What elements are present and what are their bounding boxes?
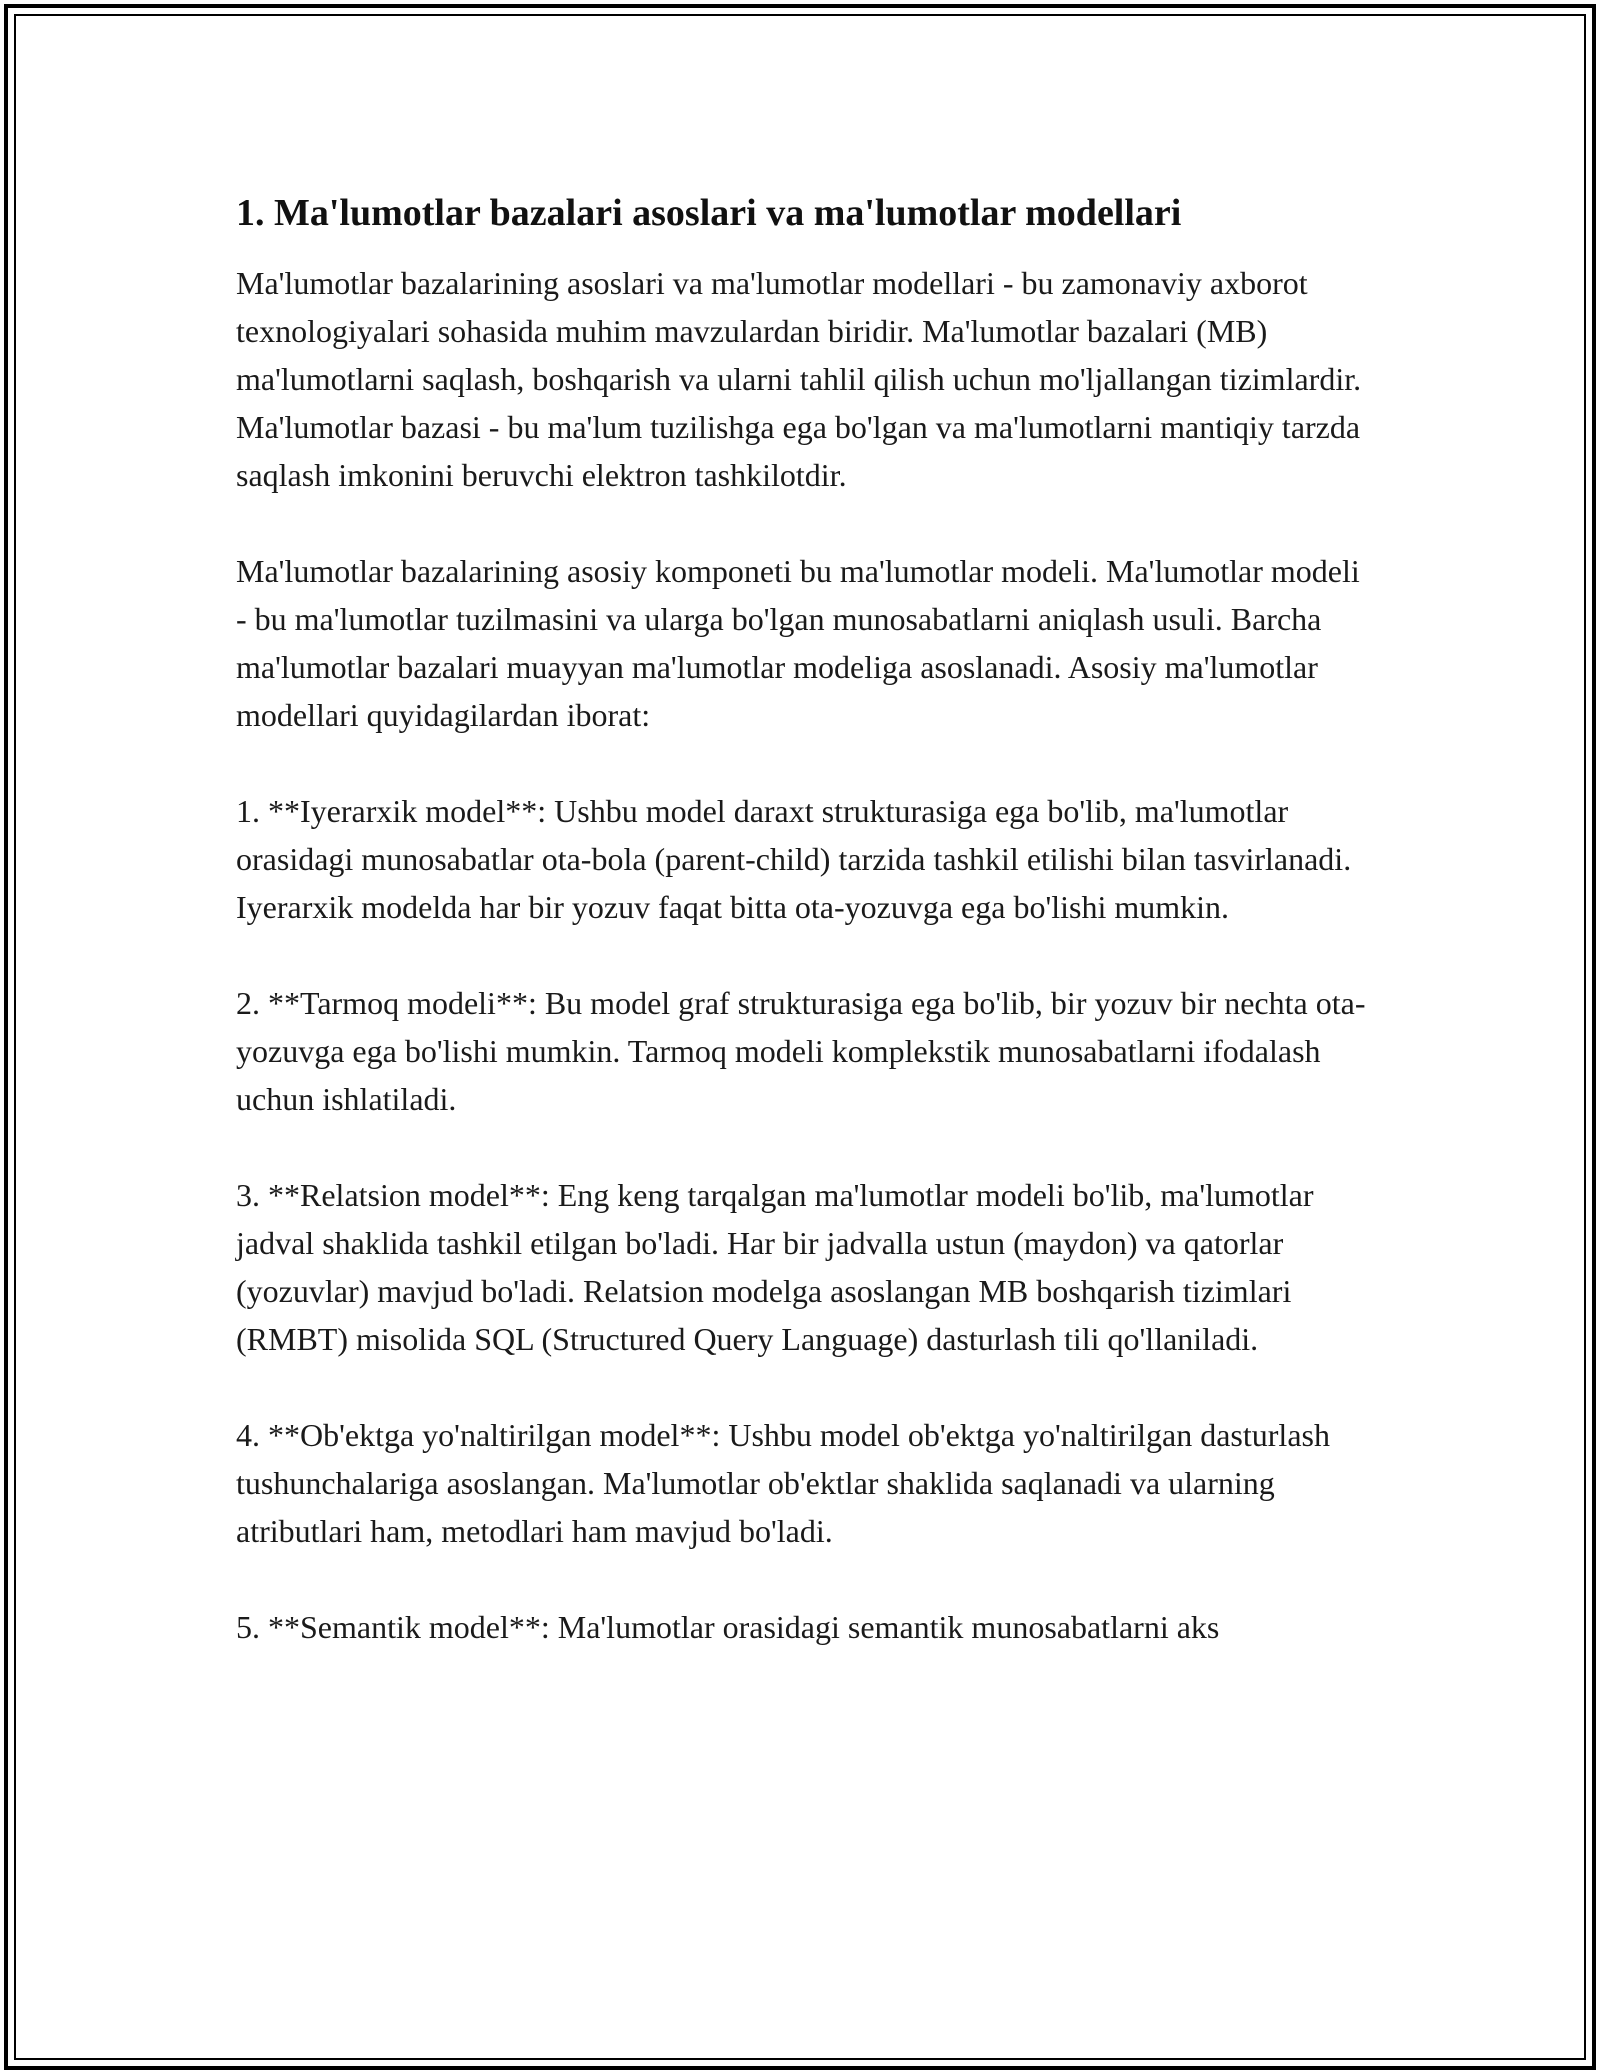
- list-item-semantic-model: 5. **Semantik model**: Ma'lumotlar orasidagi semantik munosabatlarni aks: [236, 1609, 1220, 1645]
- paragraph-data-model: Ma'lumotlar bazalarining asosiy komponeti bu ma'lumotlar modeli. Ma'lumotlar modeli - bu ma'lumotlar tuzilmasini va ularga bo'lgan munosabatlarni aniqlash usuli. Barcha ma'lumotlar bazalari muayyan ma'lumotlar modeliga asoslanadi. Asosiy ma'lumotlar modellari quyidagilardan iborat:: [236, 553, 1360, 733]
- list-item-relational-model: 3. **Relatsion model**: Eng keng tarqalgan ma'lumotlar modeli bo'lib, ma'lumotlar jadval shaklida tashkil etilgan bo'ladi. Har bir jadvalla ustun (maydon) va qatorlar (yozuvlar) mavjud bo'ladi. Relatsion modelga asoslangan MB boshqarish tizimlari (RMBT) misolida SQL (Structured Query Language) dasturlash tili qo'llaniladi.: [236, 1177, 1314, 1357]
- list-item-hierarchical-model: 1. **Iyerarxik model**: Ushbu model daraxt strukturasiga ega bo'lib, ma'lumotlar orasidagi munosabatlar ota-bola (parent-child) tarzida tashkil etilishi bilan tasvirlanadi. Iyerarxik modelda har bir yozuv faqat bitta ota-yozuvga ega bo'lishi mumkin.: [236, 793, 1352, 925]
- paragraph-intro: Ma'lumotlar bazalarining asoslari va ma'lumotlar modellari - bu zamonaviy axborot texnologiyalari sohasida muhim mavzulardan biridir. Ma'lumotlar bazalari (MB) ma'lumotlarni saqlash, boshqarish va ularni tahlil qilish uchun mo'ljallangan tizimlardir. Ma'lumotlar bazasi - bu ma'lum tuzilishga ega bo'lgan va ma'lumotlarni mantiqiy tarzda saqlash imkonini beruvchi elektron tashkilotdir.: [236, 265, 1362, 493]
- document-body: [236, 187, 1376, 1651]
- list-item-network-model: 2. **Tarmoq modeli**: Bu model graf strukturasiga ega bo'lib, bir yozuv bir nechta ota-yozuvga ega bo'lishi mumkin. Tarmoq modeli komplekstik munosabatlarni ifodalash uchun ishlatiladi.: [236, 985, 1366, 1117]
- list-item-object-oriented-model: 4. **Ob'ektga yo'naltirilgan model**: Ushbu model ob'ektga yo'naltirilgan dasturlash tushunchalariga asoslangan. Ma'lumotlar ob'ektlar shaklida saqlanadi va ularning atributlari ham, metodlari ham mavjud bo'ladi.: [236, 1417, 1330, 1549]
- document-title: 1. Ma'lumotlar bazalari asoslari va ma'lumotlar modellari: [236, 192, 1182, 234]
